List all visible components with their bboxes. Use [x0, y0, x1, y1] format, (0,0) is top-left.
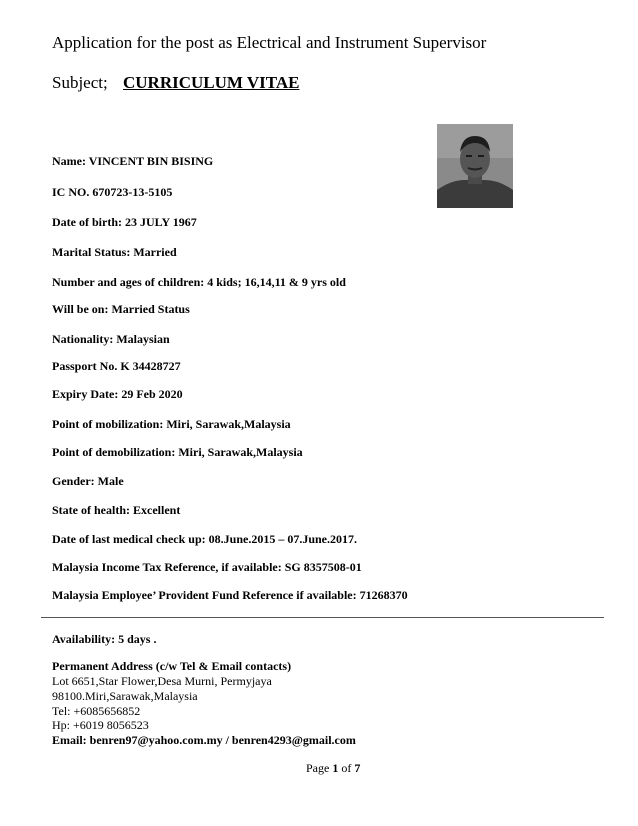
- cv-title: CURRICULUM VITAE: [123, 73, 300, 92]
- demobilization-point-field: Point of demobilization: Miri, Sarawak,Malaysia: [52, 445, 303, 459]
- gender-field: Gender: Male: [52, 474, 124, 488]
- name-field: Name: VINCENT BIN BISING: [52, 154, 214, 168]
- applicant-photo-image: [437, 124, 513, 208]
- provident-fund-field: Malaysia Employee’ Provident Fund Reference if available: 71268370: [52, 588, 408, 602]
- applicant-photo: [437, 124, 513, 208]
- children-field: Number and ages of children: 4 kids; 16,14,11 & 9 yrs old: [52, 275, 346, 289]
- passport-expiry-field: Expiry Date: 29 Feb 2020: [52, 387, 183, 401]
- mobile-phone-line: Hp: +6019 8056523: [52, 718, 149, 732]
- page-prefix: Page: [306, 761, 333, 775]
- address-title: Permanent Address (c/w Tel & Email contacts): [52, 659, 292, 673]
- subject-label: Subject;: [52, 73, 108, 92]
- date-of-birth-field: Date of birth: 23 JULY 1967: [52, 215, 197, 229]
- ic-number-field: IC NO. 670723-13-5105: [52, 185, 173, 199]
- telephone-line: Tel: +6085656852: [52, 704, 141, 718]
- medical-checkup-field: Date of last medical check up: 08.June.2015 – 07.June.2017.: [52, 532, 357, 546]
- application-heading: Application for the post as Electrical and Instrument Supervisor: [52, 33, 487, 52]
- health-state-field: State of health: Excellent: [52, 503, 181, 517]
- total-page-count: 7: [354, 761, 361, 775]
- section-divider: [41, 617, 604, 618]
- current-page-number: 1: [332, 761, 339, 775]
- will-be-on-field: Will be on: Married Status: [52, 302, 190, 316]
- email-line: Email: benren97@yahoo.com.my / benren4293@gmail.com: [52, 733, 356, 747]
- passport-field: Passport No. K 34428727: [52, 359, 181, 373]
- availability-field: Availability: 5 days .: [52, 632, 157, 646]
- address-line: Lot 6651,Star Flower,Desa Murni, Permyjaya: [52, 674, 272, 688]
- address-line: 98100.Miri,Sarawak,Malaysia: [52, 689, 198, 703]
- nationality-field: Nationality: Malaysian: [52, 332, 170, 346]
- page-separator: of: [338, 761, 355, 775]
- page-number-footer: [306, 761, 360, 776]
- mobilization-point-field: Point of mobilization: Miri, Sarawak,Malaysia: [52, 417, 291, 431]
- marital-status-field: Marital Status: Married: [52, 245, 177, 259]
- income-tax-field: Malaysia Income Tax Reference, if available: SG 8357508-01: [52, 560, 362, 574]
